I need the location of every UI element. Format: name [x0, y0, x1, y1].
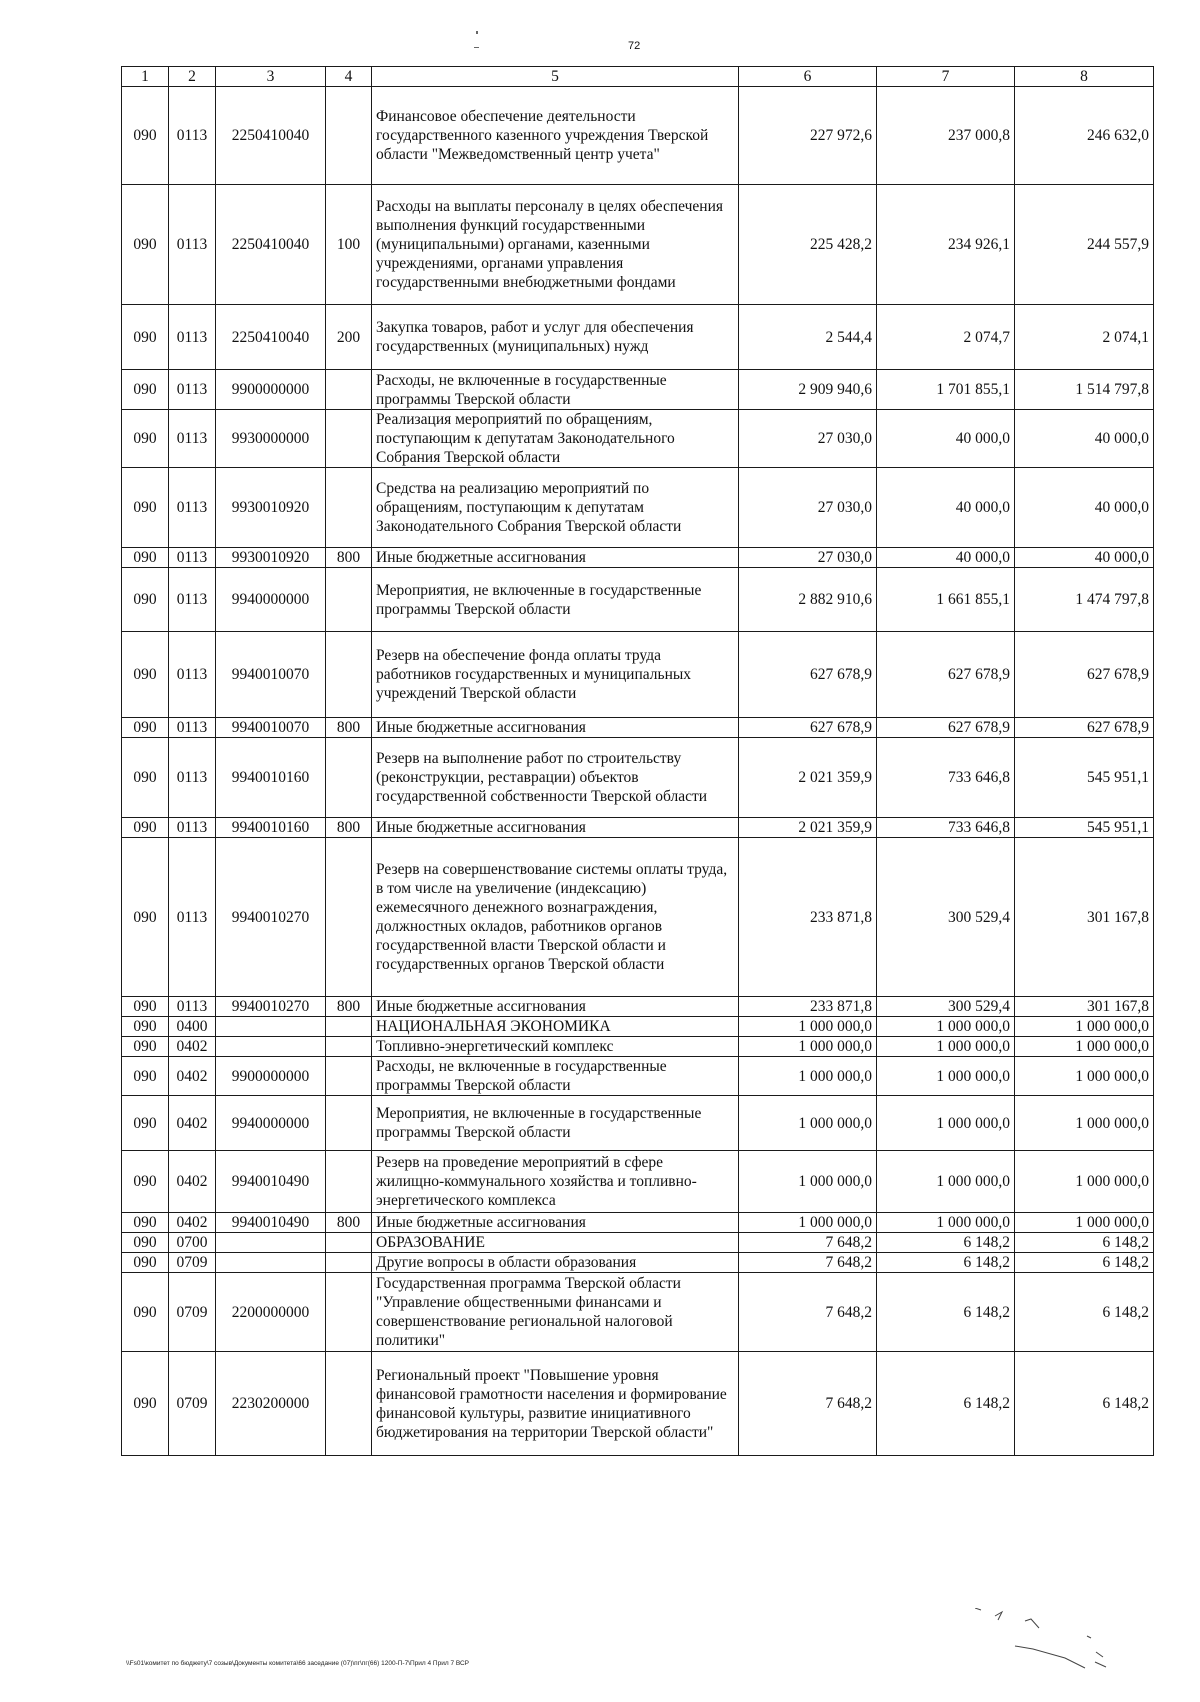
admin-code-cell: 090 — [122, 468, 169, 548]
amount-col8-cell: 1 000 000,0 — [1015, 1213, 1154, 1233]
page-number: 72 — [628, 40, 641, 52]
description-cell: Закупка товаров, работ и услуг для обеспечения государственных (муниципальных) нужд — [372, 305, 739, 370]
description-cell: НАЦИОНАЛЬНАЯ ЭКОНОМИКА — [372, 1017, 739, 1037]
section-code-cell: 0113 — [169, 410, 216, 468]
amount-col6-cell: 7 648,2 — [739, 1352, 877, 1456]
description-cell: Топливно-энергетический комплекс — [372, 1037, 739, 1057]
amount-col6-cell: 227 972,6 — [739, 87, 877, 185]
section-code-cell: 0113 — [169, 370, 216, 410]
amount-col8-cell: 6 148,2 — [1015, 1233, 1154, 1253]
description-cell: Расходы, не включенные в государственные программы Тверской области — [372, 370, 739, 410]
amount-col7-cell: 6 148,2 — [877, 1253, 1015, 1273]
amount-col7-cell: 627 678,9 — [877, 632, 1015, 718]
amount-col8-cell: 244 557,9 — [1015, 185, 1154, 305]
column-header: 8 — [1015, 67, 1154, 87]
section-code-cell: 0113 — [169, 632, 216, 718]
target-article-cell — [216, 1037, 326, 1057]
amount-col8-cell: 1 000 000,0 — [1015, 1096, 1154, 1151]
amount-col8-cell: 1 000 000,0 — [1015, 1057, 1154, 1096]
amount-col8-cell: 40 000,0 — [1015, 548, 1154, 568]
table-row — [122, 1233, 1154, 1253]
expense-type-cell: 800 — [326, 548, 372, 568]
table-row — [122, 410, 1154, 468]
admin-code-cell: 090 — [122, 738, 169, 818]
target-article-cell: 2250410040 — [216, 87, 326, 185]
expense-type-cell — [326, 1151, 372, 1213]
column-header: 2 — [169, 67, 216, 87]
table-row — [122, 370, 1154, 410]
table-row — [122, 1037, 1154, 1057]
amount-col7-cell: 1 000 000,0 — [877, 1037, 1015, 1057]
amount-col7-cell: 627 678,9 — [877, 718, 1015, 738]
amount-col7-cell: 1 000 000,0 — [877, 1151, 1015, 1213]
target-article-cell: 9940010490 — [216, 1213, 326, 1233]
section-code-cell: 0402 — [169, 1151, 216, 1213]
table-row — [122, 305, 1154, 370]
section-code-cell: 0113 — [169, 997, 216, 1017]
pen-marks — [975, 1608, 1135, 1678]
table-row — [122, 1017, 1154, 1037]
description-cell: Иные бюджетные ассигнования — [372, 548, 739, 568]
expense-type-cell — [326, 1096, 372, 1151]
expense-type-cell — [326, 410, 372, 468]
amount-col6-cell: 1 000 000,0 — [739, 1017, 877, 1037]
amount-col8-cell: 545 951,1 — [1015, 738, 1154, 818]
amount-col6-cell: 2 909 940,6 — [739, 370, 877, 410]
section-code-cell: 0402 — [169, 1057, 216, 1096]
expense-type-cell — [326, 1273, 372, 1352]
expense-type-cell: 800 — [326, 818, 372, 838]
admin-code-cell: 090 — [122, 185, 169, 305]
description-cell: Иные бюджетные ассигнования — [372, 1213, 739, 1233]
amount-col8-cell: 1 000 000,0 — [1015, 1017, 1154, 1037]
amount-col6-cell: 7 648,2 — [739, 1273, 877, 1352]
expense-type-cell: 800 — [326, 1213, 372, 1233]
admin-code-cell: 090 — [122, 1096, 169, 1151]
target-article-cell: 9900000000 — [216, 1057, 326, 1096]
amount-col8-cell: 6 148,2 — [1015, 1352, 1154, 1456]
amount-col8-cell: 40 000,0 — [1015, 410, 1154, 468]
expense-type-cell — [326, 1253, 372, 1273]
admin-code-cell: 090 — [122, 1352, 169, 1456]
amount-col6-cell: 627 678,9 — [739, 632, 877, 718]
amount-col6-cell: 7 648,2 — [739, 1253, 877, 1273]
target-article-cell: 9940010270 — [216, 997, 326, 1017]
amount-col6-cell: 1 000 000,0 — [739, 1096, 877, 1151]
amount-col7-cell: 1 000 000,0 — [877, 1017, 1015, 1037]
target-article-cell: 2250410040 — [216, 185, 326, 305]
expense-type-cell: 100 — [326, 185, 372, 305]
target-article-cell — [216, 1017, 326, 1037]
amount-col6-cell: 1 000 000,0 — [739, 1213, 877, 1233]
section-code-cell: 0113 — [169, 305, 216, 370]
budget-table — [121, 66, 1154, 1456]
section-code-cell: 0113 — [169, 185, 216, 305]
column-header: 7 — [877, 67, 1015, 87]
amount-col7-cell: 733 646,8 — [877, 738, 1015, 818]
target-article-cell: 9940010270 — [216, 838, 326, 997]
target-article-cell: 9930000000 — [216, 410, 326, 468]
scan-speck — [476, 31, 478, 34]
table-row — [122, 1253, 1154, 1273]
target-article-cell: 9940010070 — [216, 632, 326, 718]
amount-col8-cell: 301 167,8 — [1015, 838, 1154, 997]
table-row — [122, 568, 1154, 632]
target-article-cell: 2200000000 — [216, 1273, 326, 1352]
section-code-cell: 0113 — [169, 738, 216, 818]
description-cell: Средства на реализацию мероприятий по обращениям, поступающим к депутатам Законодательного Собрания Тверской области — [372, 468, 739, 548]
table-row — [122, 1096, 1154, 1151]
admin-code-cell: 090 — [122, 87, 169, 185]
admin-code-cell: 090 — [122, 1037, 169, 1057]
amount-col7-cell: 234 926,1 — [877, 185, 1015, 305]
amount-col7-cell: 300 529,4 — [877, 838, 1015, 997]
table-row — [122, 738, 1154, 818]
section-code-cell: 0709 — [169, 1273, 216, 1352]
amount-col8-cell: 1 474 797,8 — [1015, 568, 1154, 632]
amount-col7-cell: 1 000 000,0 — [877, 1213, 1015, 1233]
section-code-cell: 0402 — [169, 1037, 216, 1057]
table-row — [122, 468, 1154, 548]
amount-col8-cell: 6 148,2 — [1015, 1273, 1154, 1352]
admin-code-cell: 090 — [122, 410, 169, 468]
target-article-cell: 9940000000 — [216, 568, 326, 632]
admin-code-cell: 090 — [122, 305, 169, 370]
amount-col7-cell: 1 000 000,0 — [877, 1057, 1015, 1096]
expense-type-cell — [326, 1017, 372, 1037]
expense-type-cell — [326, 738, 372, 818]
description-cell: Резерв на обеспечение фонда оплаты труда работников государственных и муниципальных учреждений Тверской области — [372, 632, 739, 718]
description-cell: Финансовое обеспечение деятельности государственного казенного учреждения Тверской области "Межведомственный центр учета" — [372, 87, 739, 185]
description-cell: Расходы на выплаты персоналу в целях обеспечения выполнения функций государственными (муниципальными) органами, казенными учреждениями, органами управления государственными внебюджетными фондами — [372, 185, 739, 305]
section-code-cell: 0700 — [169, 1233, 216, 1253]
file-path-footer: \\Fs01\комитет по бюджету\7 созыв\Документы комитета\66 заседание (07)\пг\пг(66) 1200-П-7\Прил 4 Прил 7 ВСР — [126, 1660, 470, 1667]
table-row — [122, 1057, 1154, 1096]
target-article-cell: 9930010920 — [216, 468, 326, 548]
amount-col8-cell: 6 148,2 — [1015, 1253, 1154, 1273]
admin-code-cell: 090 — [122, 370, 169, 410]
section-code-cell: 0113 — [169, 568, 216, 632]
header-row — [122, 67, 1154, 87]
amount-col6-cell: 1 000 000,0 — [739, 1057, 877, 1096]
amount-col8-cell: 545 951,1 — [1015, 818, 1154, 838]
expense-type-cell — [326, 632, 372, 718]
amount-col8-cell: 627 678,9 — [1015, 632, 1154, 718]
description-cell: Другие вопросы в области образования — [372, 1253, 739, 1273]
amount-col8-cell: 246 632,0 — [1015, 87, 1154, 185]
amount-col8-cell: 1 000 000,0 — [1015, 1037, 1154, 1057]
amount-col6-cell: 7 648,2 — [739, 1233, 877, 1253]
table-row — [122, 1273, 1154, 1352]
column-header: 6 — [739, 67, 877, 87]
target-article-cell: 2250410040 — [216, 305, 326, 370]
target-article-cell: 9940010070 — [216, 718, 326, 738]
expense-type-cell — [326, 1057, 372, 1096]
description-cell: Расходы, не включенные в государственные программы Тверской области — [372, 1057, 739, 1096]
column-header: 5 — [372, 67, 739, 87]
section-code-cell: 0400 — [169, 1017, 216, 1037]
table-row — [122, 718, 1154, 738]
target-article-cell: 9930010920 — [216, 548, 326, 568]
section-code-cell: 0113 — [169, 87, 216, 185]
admin-code-cell: 090 — [122, 997, 169, 1017]
amount-col7-cell: 2 074,7 — [877, 305, 1015, 370]
table-row — [122, 1352, 1154, 1456]
amount-col7-cell: 300 529,4 — [877, 997, 1015, 1017]
admin-code-cell: 090 — [122, 1233, 169, 1253]
amount-col7-cell: 6 148,2 — [877, 1352, 1015, 1456]
amount-col6-cell: 233 871,8 — [739, 997, 877, 1017]
amount-col7-cell: 6 148,2 — [877, 1273, 1015, 1352]
expense-type-cell — [326, 87, 372, 185]
amount-col6-cell: 27 030,0 — [739, 468, 877, 548]
amount-col7-cell: 733 646,8 — [877, 818, 1015, 838]
admin-code-cell: 090 — [122, 1057, 169, 1096]
column-header: 4 — [326, 67, 372, 87]
description-cell: Иные бюджетные ассигнования — [372, 718, 739, 738]
target-article-cell: 9940010490 — [216, 1151, 326, 1213]
target-article-cell: 9900000000 — [216, 370, 326, 410]
table-row — [122, 997, 1154, 1017]
admin-code-cell: 090 — [122, 1151, 169, 1213]
amount-col7-cell: 40 000,0 — [877, 410, 1015, 468]
amount-col7-cell: 237 000,8 — [877, 87, 1015, 185]
amount-col8-cell: 40 000,0 — [1015, 468, 1154, 548]
amount-col6-cell: 2 021 359,9 — [739, 738, 877, 818]
amount-col8-cell: 2 074,1 — [1015, 305, 1154, 370]
expense-type-cell — [326, 1352, 372, 1456]
amount-col6-cell: 627 678,9 — [739, 718, 877, 738]
description-cell: Региональный проект "Повышение уровня финансовой грамотности населения и формирование финансовой культуры, развитие инициативного бюджетирования на территории Тверской области" — [372, 1352, 739, 1456]
amount-col7-cell: 1 000 000,0 — [877, 1096, 1015, 1151]
amount-col6-cell: 1 000 000,0 — [739, 1037, 877, 1057]
target-article-cell — [216, 1233, 326, 1253]
admin-code-cell: 090 — [122, 818, 169, 838]
amount-col8-cell: 627 678,9 — [1015, 718, 1154, 738]
target-article-cell: 9940000000 — [216, 1096, 326, 1151]
scan-speck — [474, 47, 479, 48]
description-cell: Мероприятия, не включенные в государственные программы Тверской области — [372, 568, 739, 632]
description-cell: Государственная программа Тверской области "Управление общественными финансами и совершенствование региональной налоговой политики" — [372, 1273, 739, 1352]
amount-col6-cell: 233 871,8 — [739, 838, 877, 997]
admin-code-cell: 090 — [122, 1273, 169, 1352]
target-article-cell: 9940010160 — [216, 818, 326, 838]
table-row — [122, 632, 1154, 718]
amount-col6-cell: 2 882 910,6 — [739, 568, 877, 632]
section-code-cell: 0113 — [169, 838, 216, 997]
table-row — [122, 838, 1154, 997]
description-cell: Иные бюджетные ассигнования — [372, 818, 739, 838]
target-article-cell — [216, 1253, 326, 1273]
amount-col7-cell: 40 000,0 — [877, 468, 1015, 548]
admin-code-cell: 090 — [122, 548, 169, 568]
column-header: 3 — [216, 67, 326, 87]
table-row — [122, 87, 1154, 185]
admin-code-cell: 090 — [122, 1213, 169, 1233]
section-code-cell: 0709 — [169, 1352, 216, 1456]
admin-code-cell: 090 — [122, 632, 169, 718]
expense-type-cell — [326, 370, 372, 410]
expense-type-cell — [326, 838, 372, 997]
amount-col7-cell: 1 661 855,1 — [877, 568, 1015, 632]
amount-col6-cell: 27 030,0 — [739, 548, 877, 568]
expense-type-cell: 800 — [326, 718, 372, 738]
description-cell: Реализация мероприятий по обращениям, поступающим к депутатам Законодательного Собрания Тверской области — [372, 410, 739, 468]
amount-col8-cell: 1 000 000,0 — [1015, 1151, 1154, 1213]
amount-col7-cell: 40 000,0 — [877, 548, 1015, 568]
expense-type-cell — [326, 1233, 372, 1253]
target-article-cell: 9940010160 — [216, 738, 326, 818]
expense-type-cell — [326, 568, 372, 632]
section-code-cell: 0113 — [169, 548, 216, 568]
admin-code-cell: 090 — [122, 1253, 169, 1273]
amount-col7-cell: 1 701 855,1 — [877, 370, 1015, 410]
table-body — [122, 87, 1154, 1456]
amount-col8-cell: 301 167,8 — [1015, 997, 1154, 1017]
section-code-cell: 0113 — [169, 468, 216, 548]
amount-col6-cell: 2 544,4 — [739, 305, 877, 370]
description-cell: ОБРАЗОВАНИЕ — [372, 1233, 739, 1253]
amount-col8-cell: 1 514 797,8 — [1015, 370, 1154, 410]
amount-col7-cell: 6 148,2 — [877, 1233, 1015, 1253]
section-code-cell: 0709 — [169, 1253, 216, 1273]
description-cell: Мероприятия, не включенные в государственные программы Тверской области — [372, 1096, 739, 1151]
section-code-cell: 0402 — [169, 1096, 216, 1151]
description-cell: Иные бюджетные ассигнования — [372, 997, 739, 1017]
amount-col6-cell: 1 000 000,0 — [739, 1151, 877, 1213]
section-code-cell: 0402 — [169, 1213, 216, 1233]
description-cell: Резерв на совершенствование системы оплаты труда, в том числе на увеличение (индексацию) ежемесячного денежного вознаграждения, должностных окладов, работников органов государственной власти Тверской области и государственных органов Тверской области — [372, 838, 739, 997]
admin-code-cell: 090 — [122, 838, 169, 997]
column-header: 1 — [122, 67, 169, 87]
amount-col6-cell: 2 021 359,9 — [739, 818, 877, 838]
section-code-cell: 0113 — [169, 818, 216, 838]
expense-type-cell: 200 — [326, 305, 372, 370]
section-code-cell: 0113 — [169, 718, 216, 738]
expense-type-cell: 800 — [326, 997, 372, 1017]
admin-code-cell: 090 — [122, 718, 169, 738]
amount-col6-cell: 225 428,2 — [739, 185, 877, 305]
table-row — [122, 1213, 1154, 1233]
expense-type-cell — [326, 468, 372, 548]
table-row — [122, 185, 1154, 305]
description-cell: Резерв на проведение мероприятий в сфере жилищно-коммунального хозяйства и топливно-энергетического комплекса — [372, 1151, 739, 1213]
target-article-cell: 2230200000 — [216, 1352, 326, 1456]
table-row — [122, 548, 1154, 568]
description-cell: Резерв на выполнение работ по строительству (реконструкции, реставрации) объектов государственной собственности Тверской области — [372, 738, 739, 818]
table-row — [122, 818, 1154, 838]
expense-type-cell — [326, 1037, 372, 1057]
table-row — [122, 1151, 1154, 1213]
admin-code-cell: 090 — [122, 1017, 169, 1037]
amount-col6-cell: 27 030,0 — [739, 410, 877, 468]
admin-code-cell: 090 — [122, 568, 169, 632]
